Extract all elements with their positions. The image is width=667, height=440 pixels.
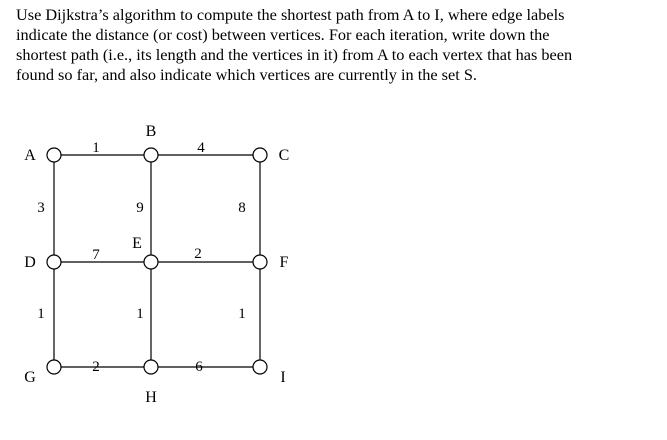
edge-weight-label: 4 — [197, 140, 205, 156]
edge-weight-label: 9 — [136, 200, 144, 216]
vertex-e-node — [144, 255, 158, 269]
edge-weight-label: 3 — [37, 200, 45, 216]
vertex-a-node — [47, 148, 61, 162]
edge-weight-label: 1 — [136, 306, 144, 322]
vertex-label: B — [145, 123, 157, 140]
vertex-label: C — [278, 147, 290, 164]
vertex-label: D — [24, 254, 36, 271]
edge-weight-label: 8 — [238, 200, 246, 216]
edge-weight-label: 7 — [92, 247, 100, 263]
vertex-label: G — [24, 369, 36, 386]
edge-weight-label: 1 — [92, 140, 100, 156]
edge-weight-label: 2 — [92, 359, 100, 375]
problem-line: shortest path (i.e., its length and the vertices in it) from A to each vertex that has been — [16, 45, 573, 64]
vertex-label: F — [279, 254, 289, 271]
vertex-h-node — [144, 360, 158, 374]
vertex-i-node — [253, 360, 267, 374]
vertex-d-node — [47, 255, 61, 269]
vertex-c-node — [253, 148, 267, 162]
edge-weight-label: 6 — [195, 359, 203, 375]
vertex-label: I — [280, 369, 286, 386]
vertex-f-node — [253, 255, 267, 269]
edge-weight-label: 1 — [37, 306, 45, 322]
problem-line: Use Dijkstra’s algorithm to compute the shortest path from A to I, where edge labels — [16, 5, 565, 24]
vertex-b-node — [144, 148, 158, 162]
problem-line: indicate the distance (or cost) between vertices. For each iteration, write down the — [16, 25, 550, 44]
vertex-g-node — [47, 360, 61, 374]
edge-weight-label: 1 — [238, 306, 246, 322]
vertex-layer — [24, 123, 289, 406]
edge-weight-label: 2 — [194, 246, 202, 262]
vertex-label: A — [24, 147, 36, 164]
problem-line: found so far, and also indicate which vertices are currently in the set S. — [16, 65, 477, 84]
vertex-label: E — [132, 235, 142, 252]
vertex-label: H — [145, 389, 157, 406]
